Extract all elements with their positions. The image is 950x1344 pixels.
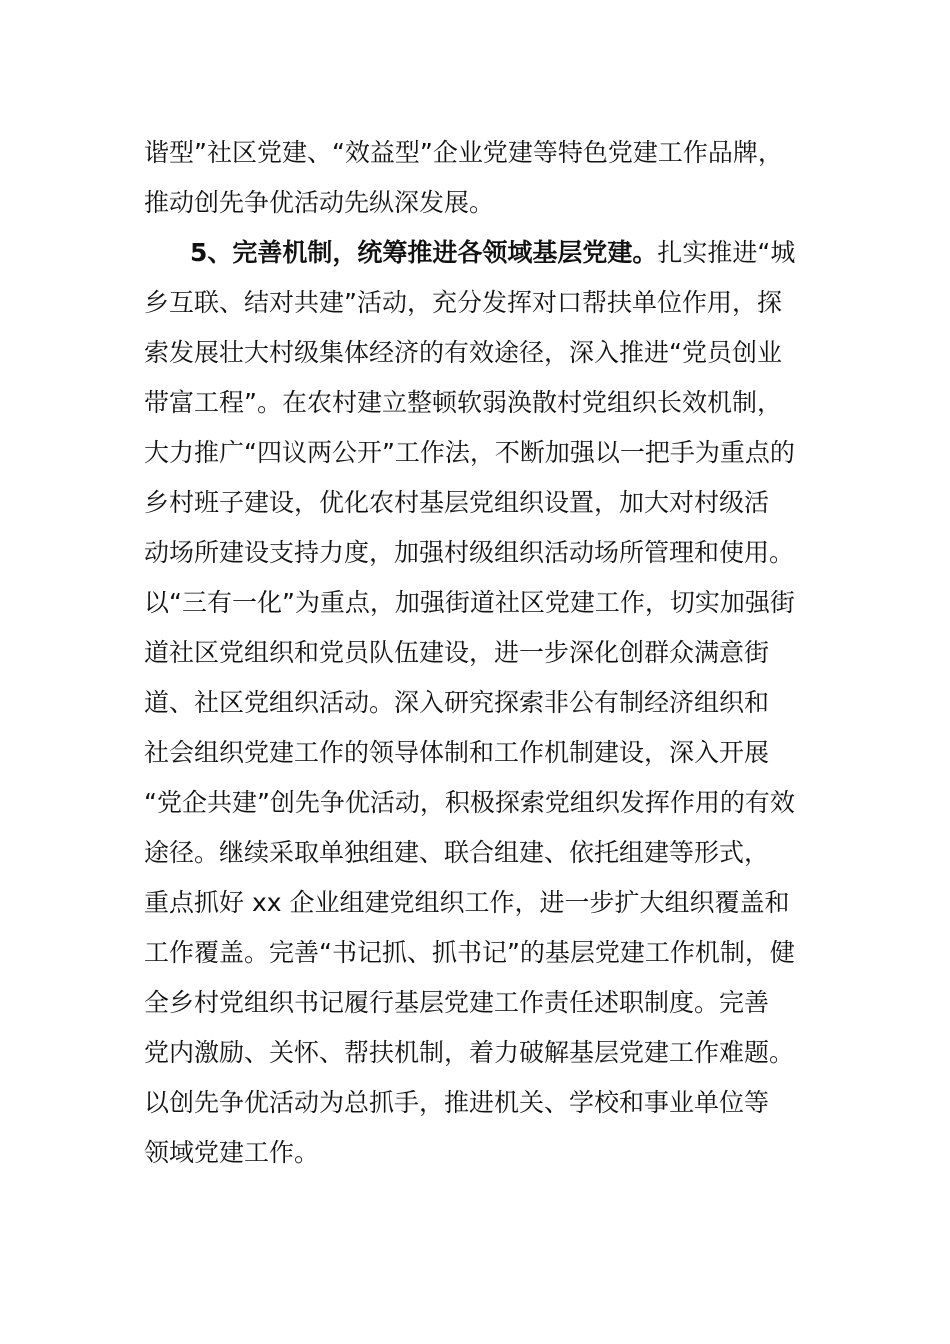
text-line: 动场所建设支持力度，加强村级组织活动场所管理和使用。 [144,538,795,567]
text-line: 以“三有一化”为重点，加强街道社区党建工作，切实加强街 [144,588,795,617]
section-5-first-line [144,228,809,278]
text-line: 道、社区党组织活动。深入研究探索非公有制经济组织和 [144,688,770,717]
text-line: 乡互联、结对共建”活动，充分发挥对口帮扶单位作用，探 [144,288,782,317]
text-line: 社会组织党建工作的领导体制和工作机制建设，深入开展 [144,738,770,767]
text-line: 重点抓好 xx 企业组建党组织工作，进一步扩大组织覆盖和 [144,888,790,917]
continuation-paragraph [144,128,809,228]
text-line-tail: 扎实推进“城 [657,238,796,267]
text-line: 全乡村党组织书记履行基层党建工作责任述职制度。完善 [144,988,770,1017]
text-line: 途径。继续采取单独组建、联合组建、依托组建等形式， [144,838,770,867]
section-5-heading: 5、完善机制，统筹推进各领域基层党建。 [190,238,658,267]
text-line: 乡村班子建设，优化农村基层党组织设置，加大对村级活 [144,488,770,517]
text-line: “党企共建”创先争优活动，积极探索党组织发挥作用的有效 [144,788,795,817]
text-line: 道社区党组织和党员队伍建设，进一步深化创群众满意街 [144,638,770,667]
text-line: 领域党建工作。 [144,1138,320,1167]
text-line: 推动创先争优活动先纵深发展。 [144,188,495,217]
text-line: 大力推广“四议两公开”工作法，不断加强以一把手为重点的 [144,438,795,467]
text-line: 工作覆盖。完善“书记抓、抓书记”的基层党建工作机制，健 [144,938,795,967]
text-line: 带富工程”。在农村建立整顿软弱涣散村党组织长效机制， [144,388,782,417]
text-line: 党内激励、关怀、帮扶机制，着力破解基层党建工作难题。 [144,1038,795,1067]
text-line: 谐型”社区党建、“效益型”企业党建等特色党建工作品牌， [144,138,783,167]
text-line: 以创先争优活动为总抓手，推进机关、学校和事业单位等 [144,1088,770,1117]
section-5-paragraph [144,228,809,1178]
text-line: 索发展壮大村级集体经济的有效途径，深入推进“党员创业 [144,338,782,367]
